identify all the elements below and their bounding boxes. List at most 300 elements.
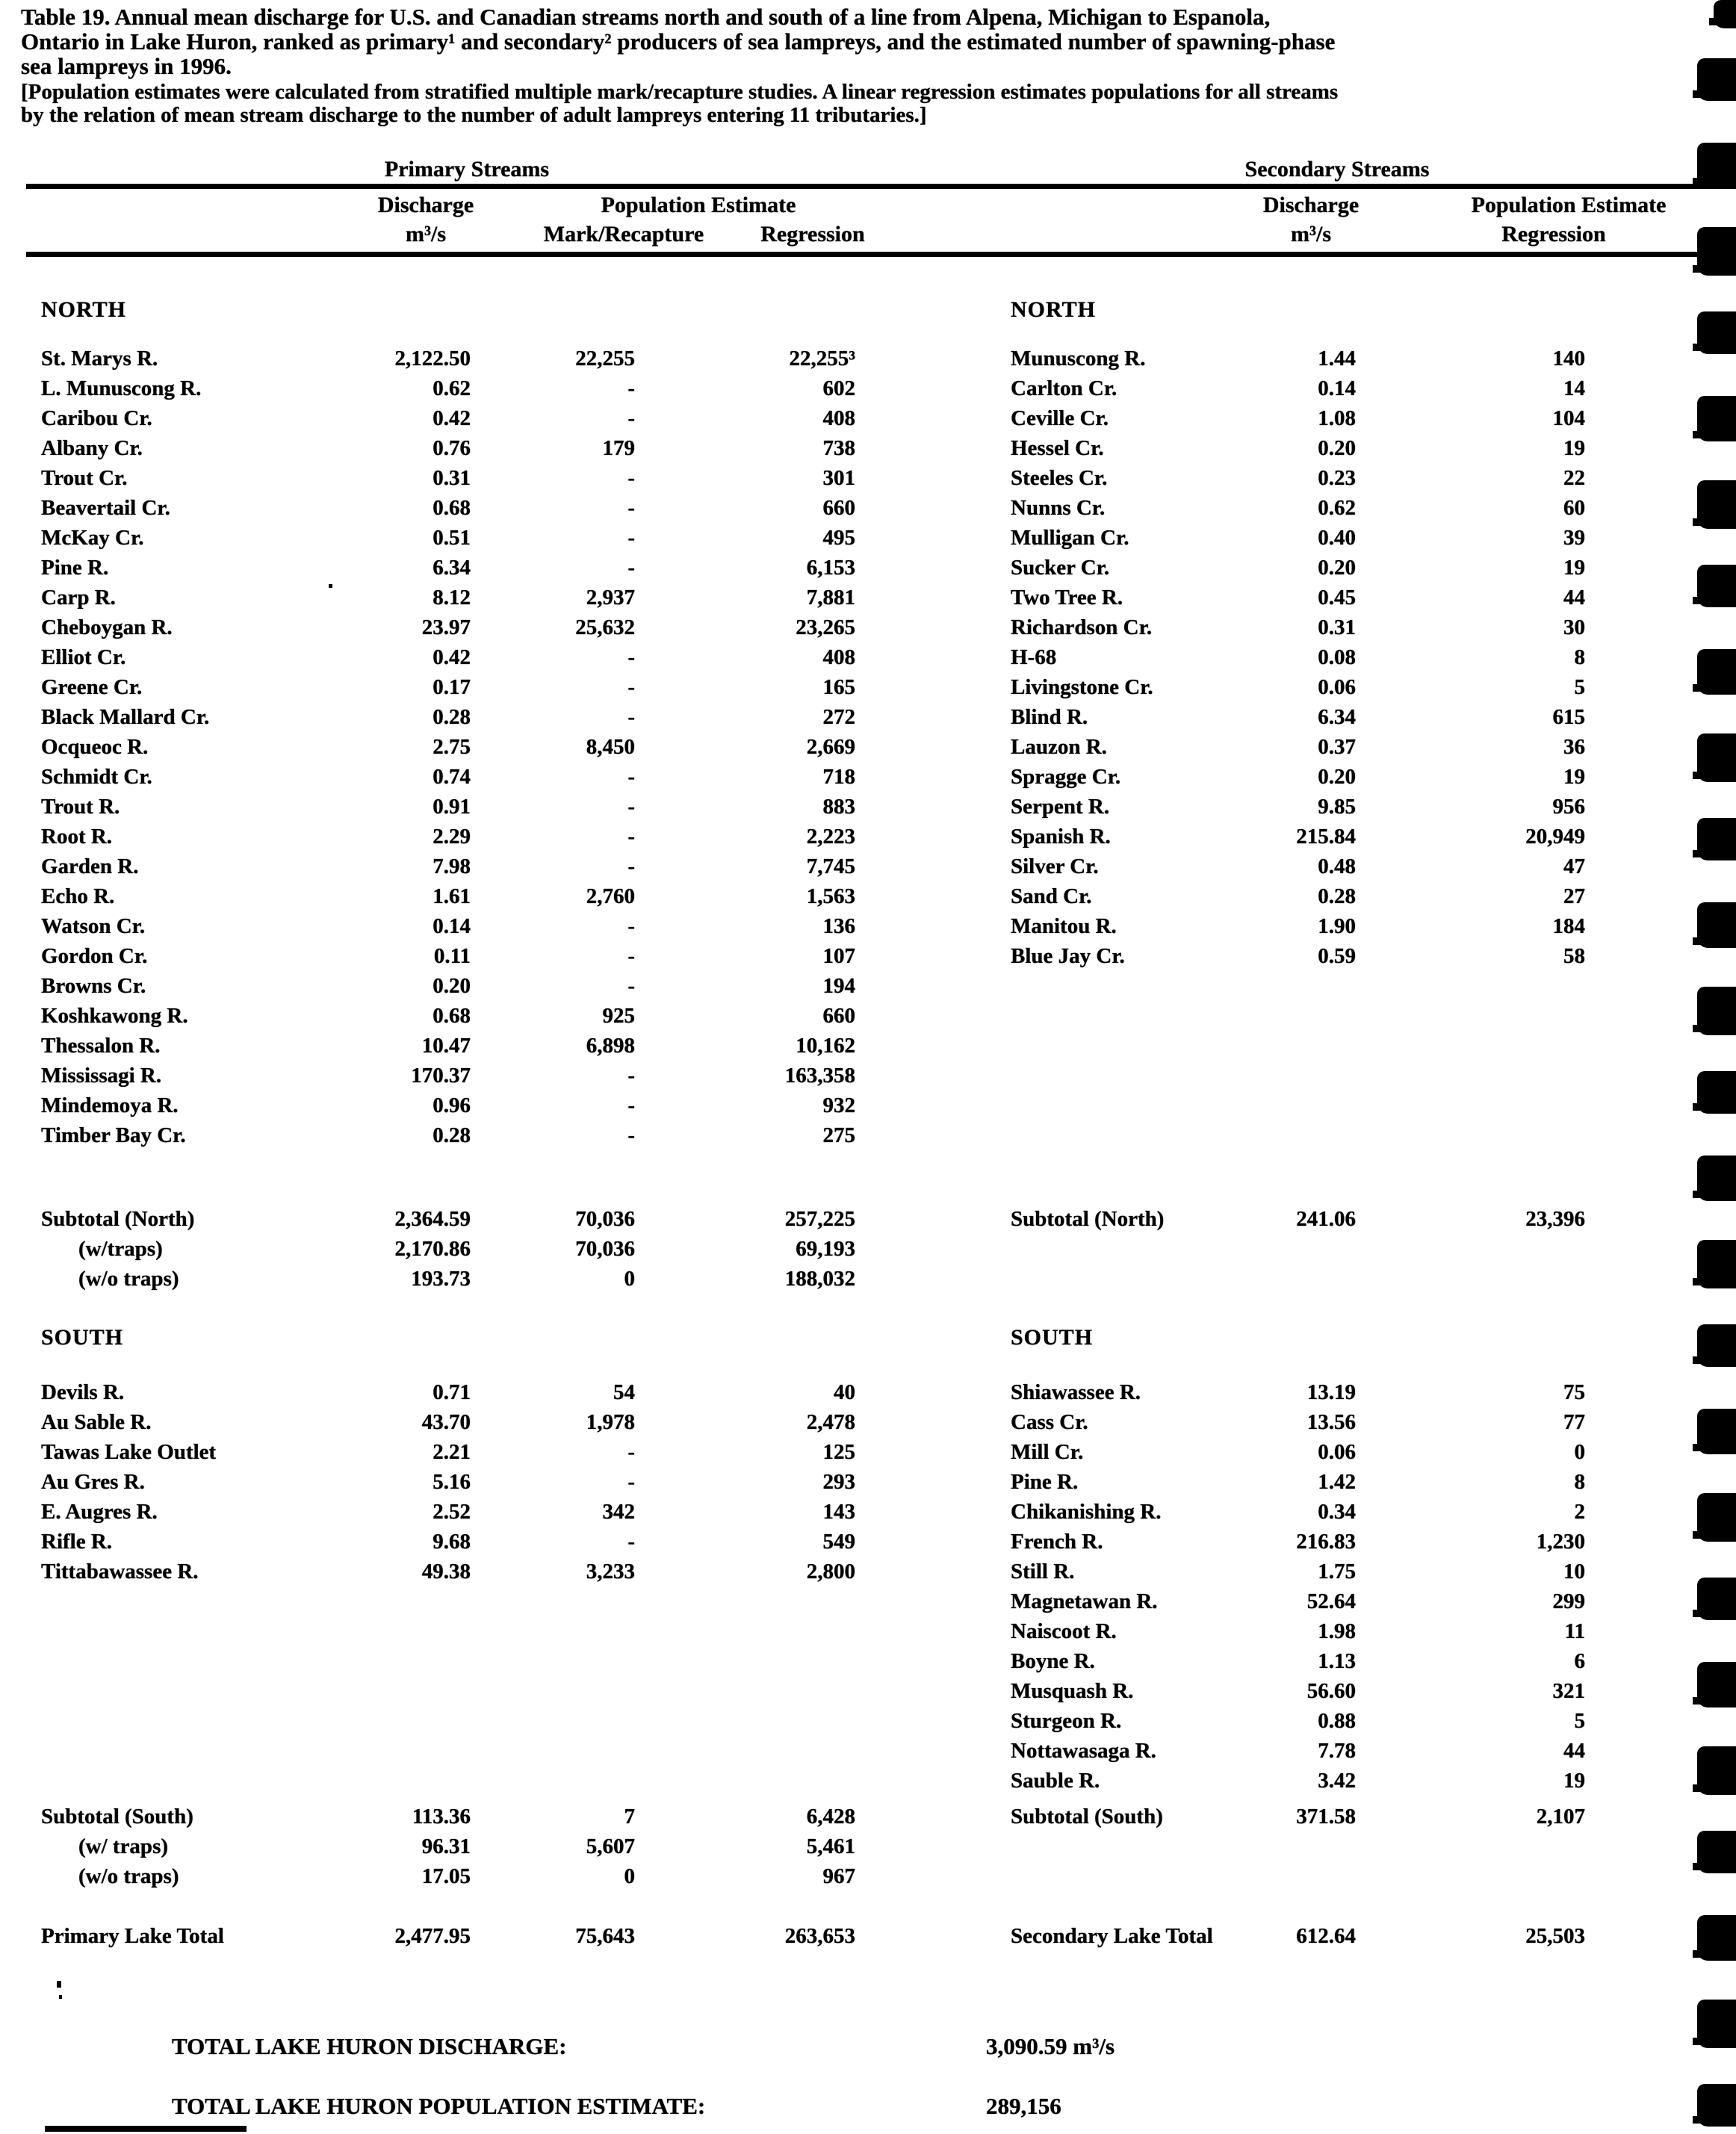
regression-value: 2,223 [806,825,855,849]
table-row [889,373,1736,403]
discharge-value: 0.45 [1318,586,1356,610]
stream-name: Shiawassee R. [1011,1380,1141,1404]
regression-value: 1,563 [806,884,855,908]
discharge-value: 1.75 [1318,1560,1356,1584]
discharge-value: 0.40 [1318,526,1356,550]
regression-value: 549 [822,1530,855,1554]
mark-recapture-value: - [627,1064,635,1088]
mark-recapture-value: 925 [602,1004,635,1028]
mark-recapture-value: 22,255 [575,347,635,370]
discharge-value: 0.74 [433,765,471,789]
discharge-value: 0.76 [433,436,471,460]
mark-recapture-value: - [627,854,635,878]
discharge-value: 0.71 [433,1380,471,1404]
discharge-value: 2,122.50 [394,347,471,370]
table-row [889,762,1736,792]
regression-value: 5 [1574,1709,1585,1733]
mark-recapture-value: - [627,944,635,968]
scan-artifact [1697,1831,1736,1873]
footnote-rule [45,2126,247,2132]
table-row [889,1646,1736,1676]
mark-recapture-value: - [627,1094,635,1117]
mark-recapture-value: 179 [602,436,635,460]
stream-name: Ceville Cr. [1011,406,1109,430]
mark-recapture-value: - [627,705,635,729]
regression-value: 14 [1563,376,1585,400]
regression-value: 602 [822,376,855,400]
table-row [0,1264,867,1294]
secondary-south-rows [889,1377,1736,1796]
regression-value: 36 [1563,735,1585,759]
discharge-value: 2,170.86 [394,1237,471,1261]
table-row [0,433,867,463]
scan-artifact [1697,1578,1736,1620]
discharge-value: 0.68 [433,1004,471,1028]
table-row [0,1377,867,1407]
mark-recapture-value: - [627,1123,635,1147]
regression-value: 321 [1552,1679,1585,1703]
scan-speck [329,584,332,588]
table-row [889,1407,1736,1437]
table-row [889,941,1736,971]
table-row [0,523,867,553]
stream-name: Manitou R. [1011,914,1117,938]
secondary-south-subtotals [889,1802,1736,1831]
scan-artifact [1697,1240,1736,1288]
scan-artifact [1697,649,1736,695]
stream-name: Trout R. [41,795,120,819]
stream-name: Greene Cr. [41,675,143,699]
table-row [889,1437,1736,1467]
regression-value: 40 [834,1380,855,1404]
scan-artifact [1697,987,1736,1035]
table-row [889,672,1736,702]
title-line-3: sea lampreys in 1996. [21,53,232,79]
discharge-value: 113.36 [412,1805,471,1829]
right-population-estimate-header: Population Estimate [1471,193,1667,217]
table-row [889,433,1736,463]
stream-name: Sand Cr. [1011,884,1092,908]
total-discharge-value: 3,090.59 m³/s [986,2033,1115,2059]
discharge-value: 0.88 [1318,1709,1356,1733]
scan-artifact [1697,1915,1736,1961]
table-row [889,822,1736,852]
total-population-label: TOTAL LAKE HURON POPULATION ESTIMATE: [172,2093,706,2119]
discharge-value: 0.51 [433,526,471,550]
table-row [0,762,867,792]
mark-recapture-value: - [627,376,635,400]
stream-name: Ocqueoc R. [41,735,149,759]
discharge-value: 6.34 [1318,705,1356,729]
note-line-2: by the relation of mean stream discharge to the number of adult lampreys entering 11 tributaries.] [21,103,927,127]
mark-recapture-value: - [627,1440,635,1464]
mark-recapture-value: - [627,765,635,789]
discharge-value: 43.70 [421,1410,471,1434]
mark-recapture-value: 8,450 [586,735,635,759]
mark-recapture-value: - [627,825,635,849]
discharge-value: 1.42 [1318,1470,1356,1494]
stream-name: Carp R. [41,586,116,610]
stream-name: (w/o traps) [78,1864,179,1888]
regression-value: 495 [822,526,855,550]
scan-artifact [1697,227,1736,276]
table-row [0,583,867,612]
regression-value: 44 [1563,1739,1585,1763]
regression-value: 60 [1563,496,1585,520]
stream-name: Black Mallard Cr. [41,705,210,729]
regression-value: 1,230 [1536,1530,1585,1554]
secondary-north-rows [889,344,1736,971]
scan-artifact [1697,2084,1736,2127]
regression-value: 301 [822,466,855,490]
regression-value: 615 [1552,705,1585,729]
stream-name: McKay Cr. [41,526,144,550]
stream-name: Secondary Lake Total [1011,1924,1213,1948]
table-row [0,642,867,672]
table-row [0,373,867,403]
stream-name: Magnetawan R. [1011,1589,1158,1613]
discharge-value: 52.64 [1306,1589,1356,1613]
stream-name: Sturgeon R. [1011,1709,1122,1733]
table-row [0,792,867,822]
stream-name: Devils R. [41,1380,125,1404]
scan-artifact [1697,143,1736,188]
scan-artifact [1697,396,1736,441]
discharge-value: 2.75 [433,735,471,759]
stream-name: St. Marys R. [41,347,158,370]
discharge-value: 2.21 [433,1440,471,1464]
scan-artifact [1697,1324,1736,1367]
regression-value: 69,193 [796,1237,855,1261]
left-south-label: SOUTH [41,1325,124,1350]
table-row [889,1557,1736,1586]
discharge-value: 2.29 [433,825,471,849]
discharge-value: 2,477.95 [394,1924,471,1948]
table-row [889,553,1736,583]
stream-name: Naiscoot R. [1011,1619,1117,1643]
table-row [889,1586,1736,1616]
table-row [0,881,867,911]
stream-name: Chikanishing R. [1011,1500,1162,1524]
regression-value: 22,255³ [789,347,855,370]
regression-value: 77 [1563,1410,1585,1434]
stream-name: Caribou Cr. [41,406,152,430]
regression-value: 19 [1563,1769,1585,1793]
regression-value: 8 [1574,645,1585,669]
discharge-value: 0.68 [433,496,471,520]
regression-value: 143 [822,1500,855,1524]
regression-value: 6 [1574,1649,1585,1673]
stream-name: Spanish R. [1011,825,1111,849]
discharge-value: 7.78 [1318,1739,1356,1763]
regression-value: 275 [822,1123,855,1147]
stream-name: Mississagi R. [41,1064,162,1088]
discharge-value: 0.42 [433,406,471,430]
regression-value: 660 [822,496,855,520]
stream-name: Subtotal (North) [41,1207,195,1231]
stream-name: Timber Bay Cr. [41,1123,186,1147]
stream-name: Echo R. [41,884,115,908]
scan-speck [57,1981,61,1988]
scan-artifact [1697,1493,1736,1542]
discharge-value: 0.48 [1318,854,1356,878]
mark-recapture-value: - [627,1470,635,1494]
discharge-value: 0.31 [1318,615,1356,639]
table-row [0,403,867,433]
right-south-label: SOUTH [1011,1325,1094,1350]
table-row [0,852,867,881]
stream-name: Albany Cr. [41,436,143,460]
scan-artifact [1714,0,1736,28]
stream-name: French R. [1011,1530,1103,1554]
discharge-value: 0.31 [433,466,471,490]
regression-value: 5,461 [806,1834,855,1858]
discharge-value: 5.16 [433,1470,471,1494]
discharge-value: 8.12 [433,586,471,610]
discharge-value: 2.52 [433,1500,471,1524]
stream-name: Pine R. [41,556,109,580]
stream-name: Rifle R. [41,1530,113,1554]
regression-value: 408 [822,406,855,430]
stream-name: Elliot Cr. [41,645,126,669]
right-discharge-header: Discharge [1262,193,1360,217]
table-row [0,911,867,941]
scan-artifact [1697,311,1736,354]
mark-recapture-value: 70,036 [575,1207,635,1231]
regression-value: 19 [1563,765,1585,789]
stream-name: Two Tree R. [1011,586,1123,610]
discharge-value: 0.20 [1318,765,1356,789]
regression-value: 19 [1563,436,1585,460]
table-row [889,1706,1736,1736]
title-line-2: Ontario in Lake Huron, ranked as primary¹ and secondary² producers of sea lampreys, and the estimated number of spawning-phase [21,28,1336,55]
regression-value: 104 [1552,406,1585,430]
discharge-value: 2,364.59 [394,1207,471,1231]
stream-name: Au Gres R. [41,1470,145,1494]
mark-recapture-value: - [627,496,635,520]
mark-recapture-value: - [627,466,635,490]
regression-value: 956 [1552,795,1585,819]
scan-artifact [1697,2000,1736,2048]
mark-recapture-value: - [627,675,635,699]
table-row [0,822,867,852]
regression-value: 107 [822,944,855,968]
stream-name: Watson Cr. [41,914,146,938]
discharge-value: 96.31 [421,1834,471,1858]
discharge-value: 1.90 [1318,914,1356,938]
discharge-value: 0.20 [1318,436,1356,460]
left-unit-header: m³/s [406,222,446,246]
regression-value: 293 [822,1470,855,1494]
regression-value: 7,881 [806,586,855,610]
discharge-value: 0.28 [433,705,471,729]
primary-lake-total-row [0,1921,867,1951]
stream-name: L. Munuscong R. [41,376,202,400]
regression-value: 136 [822,914,855,938]
stream-name: Richardson Cr. [1011,615,1153,639]
secondary-streams-header: Secondary Streams [1244,157,1430,182]
scan-artifact [1697,1071,1736,1114]
mark-recapture-value: 2,937 [586,586,635,610]
regression-value: 718 [822,765,855,789]
table-row [0,1120,867,1150]
regression-value: 967 [822,1864,855,1888]
regression-value: 660 [822,1004,855,1028]
table-row [0,672,867,702]
table-row [889,702,1736,732]
header-rule-bottom [26,252,1736,257]
discharge-value: 241.06 [1296,1207,1356,1231]
table-row [889,523,1736,553]
right-north-label: NORTH [1011,297,1096,322]
discharge-value: 0.42 [433,645,471,669]
mark-recapture-value: 3,233 [586,1560,635,1584]
discharge-value: 170.37 [411,1064,471,1088]
regression-value: 257,225 [784,1207,855,1231]
stream-name: Schmidt Cr. [41,765,152,789]
stream-name: Silver Cr. [1011,854,1099,878]
table-row [889,1766,1736,1796]
discharge-value: 0.96 [433,1094,471,1117]
stream-name: Subtotal (North) [1011,1207,1165,1231]
right-unit-header: m³/s [1291,222,1331,246]
stream-name: Tawas Lake Outlet [41,1440,217,1464]
note-line-1: [Population estimates were calculated from stratified multiple mark/recapture studies. A linear regression estimates populations for all streams [21,80,1339,104]
stream-name: Tittabawassee R. [41,1560,199,1584]
left-north-label: NORTH [41,297,126,322]
regression-value: 2,107 [1536,1805,1585,1829]
total-population-value: 289,156 [986,2093,1061,2119]
primary-streams-header: Primary Streams [384,157,550,182]
stream-name: Mill Cr. [1011,1440,1084,1464]
stream-name: Steeles Cr. [1011,466,1108,490]
stream-name: Hessel Cr. [1011,436,1104,460]
regression-value: 11 [1564,1619,1585,1643]
regression-value: 883 [822,795,855,819]
mark-recapture-value: 54 [613,1380,635,1404]
table-row [889,1616,1736,1646]
table-row [889,493,1736,523]
discharge-value: 0.08 [1318,645,1356,669]
table-row [889,911,1736,941]
mark-recapture-value: - [627,795,635,819]
mark-recapture-value: - [627,1530,635,1554]
table-row [0,1031,867,1061]
regression-value: 22 [1563,466,1585,490]
table-row [0,1527,867,1557]
regression-value: 738 [822,436,855,460]
primary-north-rows [0,344,867,1150]
regression-value: 932 [822,1094,855,1117]
table-row [889,1497,1736,1527]
regression-value: 0 [1574,1440,1585,1464]
regression-value: 7,745 [806,854,855,878]
stream-name: (w/traps) [78,1237,163,1261]
regression-value: 58 [1563,944,1585,968]
stream-name: Musquash R. [1011,1679,1134,1703]
mark-recapture-value: 6,898 [586,1034,635,1058]
regression-value: 188,032 [784,1267,855,1291]
table-row [889,583,1736,612]
mark-recapture-value: 25,632 [575,615,635,639]
mark-recapture-value: - [627,406,635,430]
table-row [889,642,1736,672]
regression-value: 23,265 [796,615,855,639]
discharge-value: 0.28 [433,1123,471,1147]
table-title [21,4,1732,78]
stream-name: Subtotal (South) [41,1805,193,1829]
mark-recapture-value: 70,036 [575,1237,635,1261]
table-row [0,1407,867,1437]
table-row [0,612,867,642]
table-row [0,941,867,971]
table-row [889,1377,1736,1407]
stream-name: Spragge Cr. [1011,765,1121,789]
table-row [0,1437,867,1467]
regression-value: 6,153 [806,556,855,580]
mark-recapture-value: 2,760 [586,884,635,908]
mark-recapture-value: - [627,914,635,938]
discharge-value: 0.14 [1318,376,1356,400]
table-row [0,702,867,732]
stream-name: (w/ traps) [78,1834,169,1858]
stream-name: Carlton Cr. [1011,376,1117,400]
discharge-value: 9.68 [433,1530,471,1554]
scan-artifact [1697,1746,1736,1795]
regression-value: 408 [822,645,855,669]
stream-name: Subtotal (South) [1011,1805,1163,1829]
stream-name: Sauble R. [1011,1769,1100,1793]
stream-name: Lauzon R. [1011,735,1107,759]
regression-value: 184 [1552,914,1585,938]
scan-artifact [1697,902,1736,948]
stream-name: Beavertail Cr. [41,496,170,520]
discharge-value: 0.28 [1318,884,1356,908]
discharge-value: 49.38 [421,1560,471,1584]
discharge-value: 0.06 [1318,1440,1356,1464]
regression-value: 44 [1563,586,1585,610]
stream-name: Thessalon R. [41,1034,161,1058]
stream-name: Cheboygan R. [41,615,173,639]
stream-name: Pine R. [1011,1470,1079,1494]
stream-name: Sucker Cr. [1011,556,1110,580]
discharge-value: 193.73 [411,1267,471,1291]
regression-value: 2 [1574,1500,1585,1524]
regression-value: 263,653 [784,1924,855,1948]
regression-value: 2,800 [806,1560,855,1584]
regression-value: 8 [1574,1470,1585,1494]
table-row [0,1497,867,1527]
table-row [889,612,1736,642]
stream-name: Nottawasaga R. [1011,1739,1156,1763]
table-row [889,1527,1736,1557]
discharge-value: 0.14 [433,914,471,938]
discharge-value: 1.61 [433,884,471,908]
left-regression-header: Regression [760,222,865,246]
scan-artifact [1697,565,1736,607]
discharge-value: 0.59 [1318,944,1356,968]
right-regression-header: Regression [1501,222,1606,246]
regression-value: 125 [822,1440,855,1464]
secondary-lake-total-row [889,1921,1736,1951]
regression-value: 10 [1563,1560,1585,1584]
regression-value: 23,396 [1525,1207,1585,1231]
discharge-value: 10.47 [421,1034,471,1058]
discharge-value: 17.05 [421,1864,471,1888]
table-row [0,553,867,583]
scan-artifact [1697,58,1736,101]
mark-recapture-value: 5,607 [586,1834,635,1858]
